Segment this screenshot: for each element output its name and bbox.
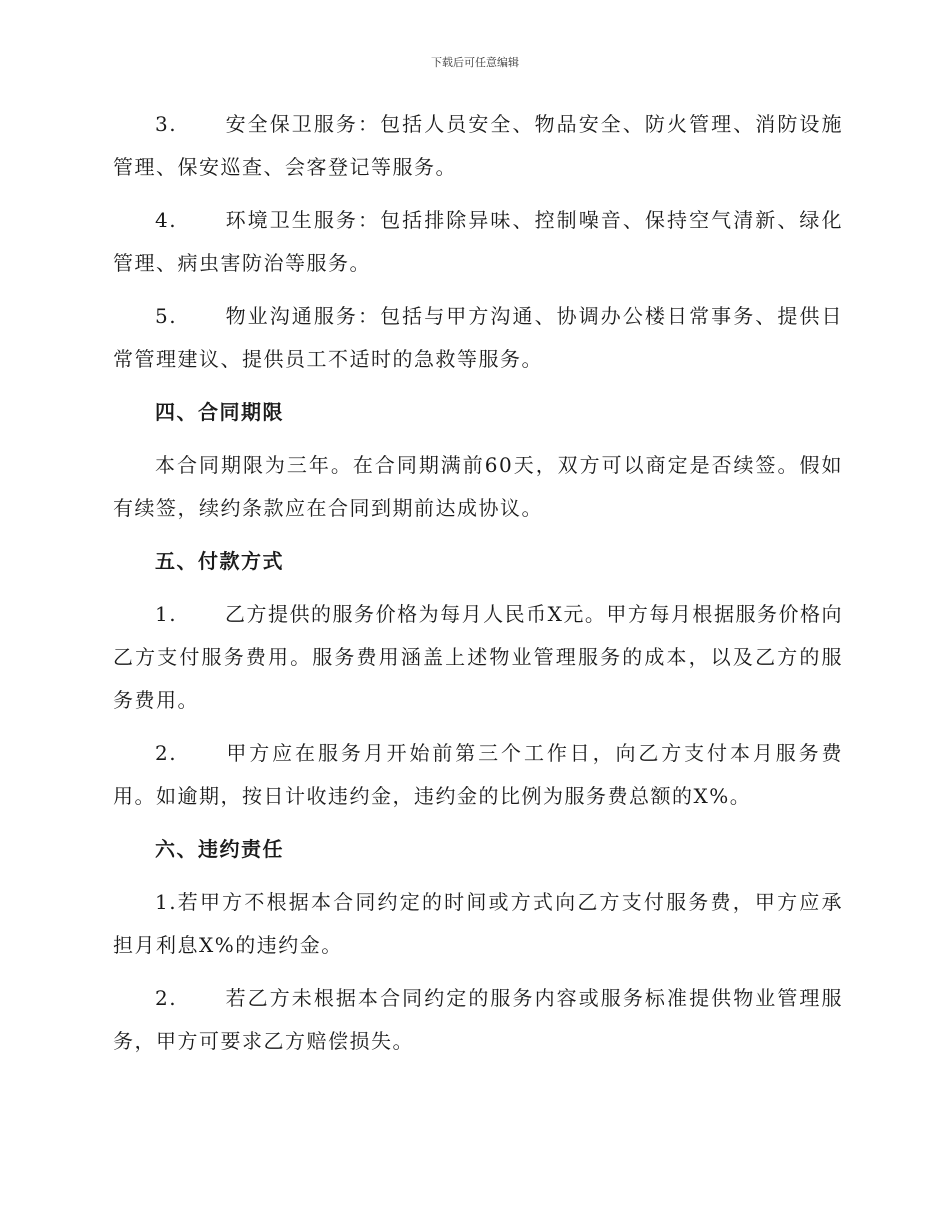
page-header: 下载后可任意编辑 (431, 56, 519, 69)
list-text: 物业沟通服务：包括与甲方沟通、协调办公楼日常事务、提供日常管理建议、提供员工不适时的急救等服务。 (113, 304, 843, 371)
list-text: 乙方提供的服务价格为每月人民币X元。甲方每月根据服务价格向乙方支付服务费用。服务费用涵盖上述物业管理服务的成本，以及乙方的服务费用。 (113, 602, 843, 712)
section-heading-payment: 五、付款方式 (155, 549, 284, 573)
list-item-5 (113, 295, 843, 381)
list-text: 甲方应在服务月开始前第三个工作日，向乙方支付本月服务费用。如逾期，按日计收违约金，违约金的比例为服务费总额的X%。 (113, 741, 843, 808)
list-number: 2. (155, 986, 178, 1010)
section-body-term: 本合同期限为三年。在合同期满前60天，双方可以商定是否续签。假如有续签，续约条款应在合同到期前达成协议。 (113, 453, 843, 520)
list-text: 若乙方未根据本合同约定的服务内容或服务标准提供物业管理服务，甲方可要求乙方赔偿损失。 (113, 986, 843, 1053)
list-number: 1. (155, 602, 178, 626)
payment-item-1 (113, 593, 843, 722)
list-number: 4. (155, 208, 178, 232)
list-number: 2. (155, 741, 178, 765)
payment-item-2 (113, 732, 843, 818)
document-body (113, 103, 843, 1073)
section-heading-liability: 六、违约责任 (155, 837, 284, 861)
list-number: 5. (155, 304, 178, 328)
liability-item-2 (113, 977, 843, 1063)
list-item-4 (113, 199, 843, 285)
list-item-3 (113, 103, 843, 189)
list-number: 3. (155, 112, 178, 136)
section-heading-term: 四、合同期限 (155, 400, 284, 424)
liability-item-1: 1.若甲方不根据本合同约定的时间或方式向乙方支付服务费，甲方应承担月利息X%的违约金。 (113, 890, 843, 957)
list-text: 环境卫生服务：包括排除异味、控制噪音、保持空气清新、绿化管理、病虫害防治等服务。 (113, 208, 843, 275)
list-text: 安全保卫服务：包括人员安全、物品安全、防火管理、消防设施管理、保安巡查、会客登记等服务。 (113, 112, 843, 179)
